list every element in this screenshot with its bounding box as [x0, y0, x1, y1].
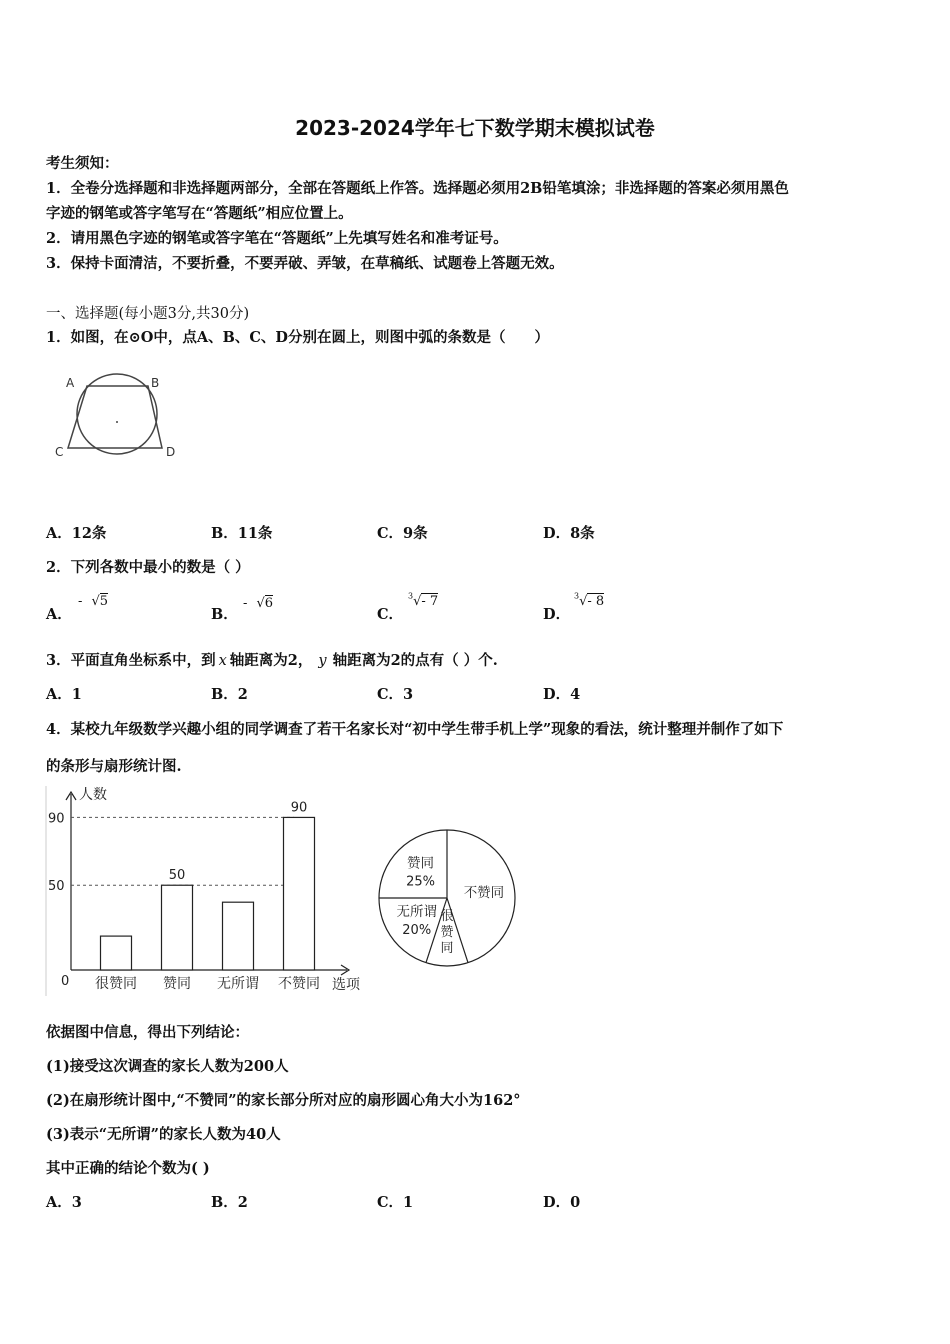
bar-不赞同 [284, 817, 315, 970]
q3-option-b[interactable]: B．2 [211, 686, 248, 703]
var-y: y [318, 653, 327, 669]
q3-stem [46, 649, 498, 670]
q2-expr-d: $^3$√- 8 [574, 591, 605, 609]
y-axis-label: 人数 [79, 787, 107, 803]
q1-option-a[interactable]: A．12条 [46, 525, 107, 542]
radicand-d: - 8 [587, 594, 605, 609]
q2-option-a[interactable] [46, 603, 72, 624]
notice-heading: 考生须知： [46, 155, 119, 172]
minus-sign: - [78, 594, 83, 609]
notice-line-1b: 字迹的钢笔或答字笔写在“答题纸”相应位置上。 [46, 205, 353, 222]
y-tick-label: 50 [48, 879, 65, 895]
x-axis-label: 选项 [332, 977, 360, 993]
q4-option-a[interactable]: A．3 [46, 1194, 82, 1211]
conclusion-2: (2)在扇形统计图中,“不赞同”的家长部分所对应的扇形圆心角大小为162° [46, 1092, 521, 1109]
pie-slice-name-很赞同: 很 [440, 909, 454, 924]
q2-option-c[interactable] [377, 603, 403, 624]
q1-circle-figure [50, 368, 190, 468]
q2-letter-b: B． [211, 606, 238, 623]
q3-stem-c: 轴距离为2的点有（ ）个. [332, 652, 498, 669]
bar-无所谓 [223, 902, 254, 970]
x-tick-label: 赞同 [163, 976, 191, 992]
pie-slice-name-无所谓: 无所谓 [396, 903, 437, 920]
q3-option-a[interactable]: A．1 [46, 686, 82, 703]
pie-slice-name-不赞同: 不赞同 [463, 885, 505, 902]
q2-stem: 2．下列各数中最小的数是（ ） [46, 559, 250, 576]
q2-expr-c: $^3$√- 7 [408, 591, 439, 609]
conclusion-1: (1)接受这次调查的家长人数为200人 [46, 1058, 289, 1075]
label-d: D [166, 445, 176, 459]
pie-chart [374, 822, 522, 974]
q4-stem-2: 的条形与扇形统计图. [46, 758, 182, 775]
page-title: 2023-2024学年七下数学期末模拟试卷 [295, 116, 655, 140]
pie-slice-name-很赞同: 赞 [440, 925, 454, 940]
var-x: x [218, 653, 227, 669]
conclusion-intro: 依据图中信息，得出下列结论： [46, 1024, 249, 1041]
q3-stem-a: 3．平面直角坐标系中，到 [46, 652, 216, 669]
bar-赞同 [162, 885, 193, 970]
pie-slice-name-赞同: 赞同 [407, 855, 435, 872]
q3-option-c[interactable]: C．3 [377, 686, 414, 703]
q4-stem-1: 4．某校九年级数学兴趣小组的同学调查了若干名家长对“初中学生带手机上学”现象的看法，统计整理并制作了如下 [46, 721, 784, 738]
bar-value-label: 90 [290, 800, 308, 816]
q2-expr-a: - √5 [78, 594, 109, 609]
center-point [116, 421, 118, 423]
notice-line-3: 3．保持卡面清洁，不要折叠，不要弄破、弄皱，在草稿纸、试题卷上答题无效。 [46, 255, 564, 272]
conclusion-3: (3)表示“无所谓”的家长人数为40人 [46, 1126, 281, 1143]
q4-option-c[interactable]: C．1 [377, 1194, 414, 1211]
cube-index: 3 [408, 591, 414, 601]
minus-sign: - [243, 596, 248, 611]
section-heading: 一、选择题(每小题3分,共30分) [46, 306, 250, 322]
radicand-c: - 7 [421, 594, 439, 609]
q2-letter-c: C． [377, 606, 404, 623]
origin-label: 0 [61, 974, 70, 989]
label-b: B [151, 376, 160, 390]
q1-option-c[interactable]: C．9条 [377, 525, 428, 542]
pie-slice-name-很赞同: 同 [440, 941, 454, 956]
q3-stem-b: 轴距离为2， [229, 652, 313, 669]
bar-很赞同 [101, 936, 132, 970]
q1-stem: 1．如图，在⊙O中，点A、B、C、D分别在圆上，则图中弧的条数是（ ） [46, 329, 549, 346]
q2-expr-b: - √6 [243, 596, 274, 611]
q4-option-d[interactable]: D．0 [543, 1194, 581, 1211]
pie-slice-percent-无所谓: 20% [402, 922, 432, 938]
notice-line-2: 2．请用黑色字迹的钢笔或答字笔在“答题纸”上先填写姓名和准考证号。 [46, 230, 508, 247]
pie-slice-percent-赞同: 25% [406, 874, 436, 890]
cube-index: 3 [574, 591, 580, 601]
bar-chart [44, 782, 374, 1000]
x-tick-label: 不赞同 [278, 976, 320, 992]
q2-letter-d: D． [543, 606, 571, 623]
q4-ask: 其中正确的结论个数为( ) [46, 1160, 210, 1177]
q4-option-b[interactable]: B．2 [211, 1194, 248, 1211]
notice-line-1: 1．全卷分选择题和非选择题两部分，全部在答题纸上作答。选择题必须用2B铅笔填涂；非选择题的答案必须用黑色 [46, 180, 789, 197]
x-tick-label: 很赞同 [95, 976, 137, 992]
y-tick-label: 90 [48, 811, 65, 827]
label-a: A [66, 376, 75, 390]
label-c: C [55, 445, 64, 459]
radicand-b: 6 [264, 596, 274, 611]
q2-option-b[interactable] [211, 603, 238, 624]
x-tick-label: 无所谓 [217, 976, 259, 992]
q2-letter-a: A． [46, 606, 72, 623]
q1-option-d[interactable]: D．8条 [543, 525, 595, 542]
q2-option-d[interactable] [543, 603, 570, 624]
bar-value-label: 50 [168, 868, 186, 884]
q3-option-d[interactable]: D．4 [543, 686, 581, 703]
radicand-a: 5 [99, 594, 109, 609]
q1-option-b[interactable]: B．11条 [211, 525, 273, 542]
